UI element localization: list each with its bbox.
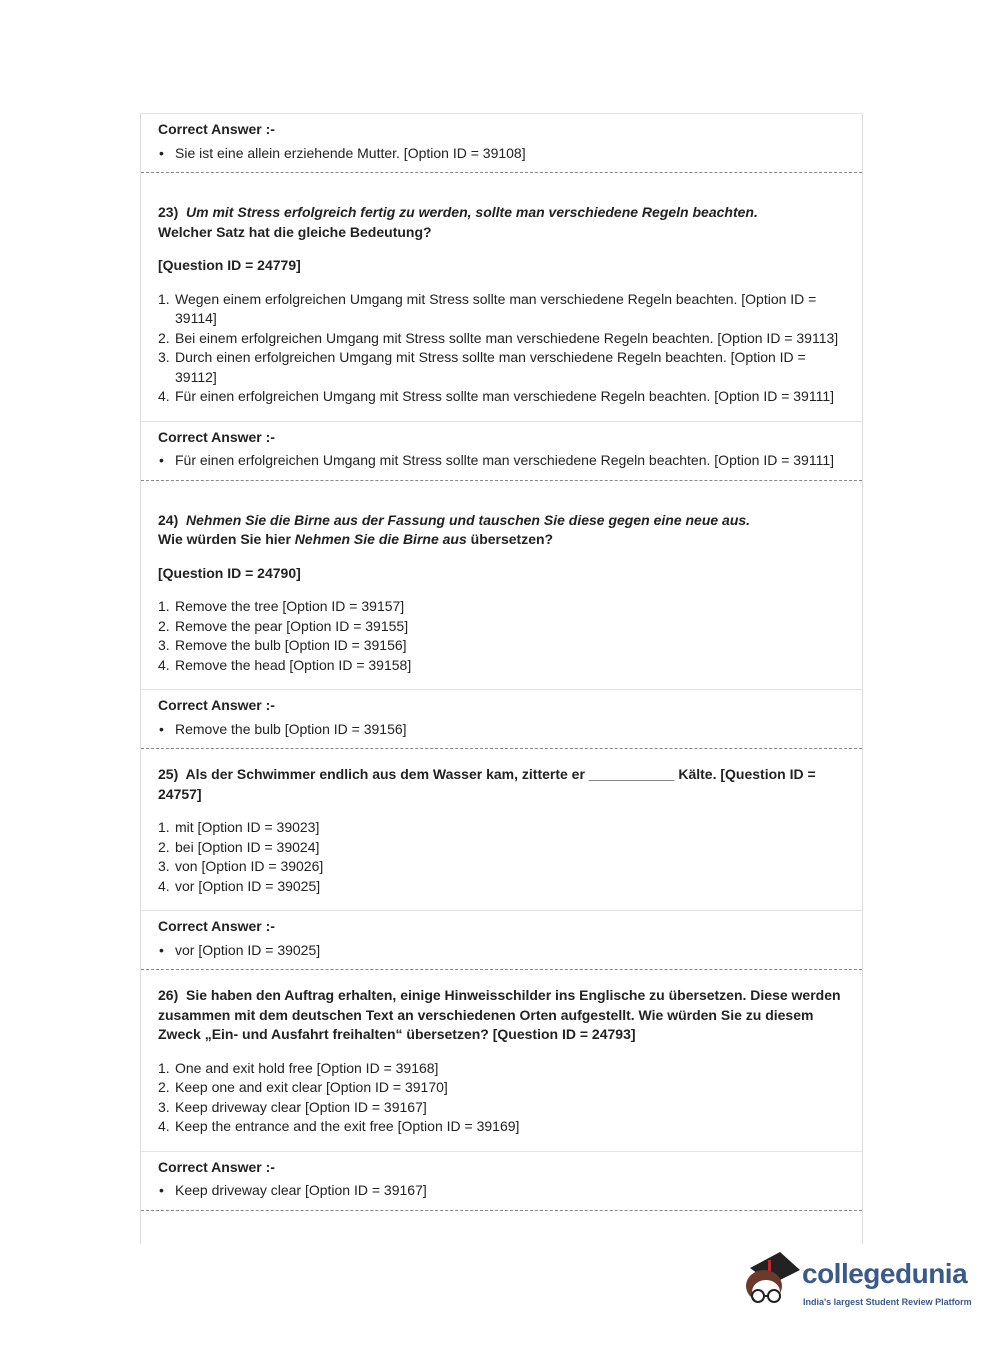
- question-24: [141, 480, 862, 690]
- correct-answer-label: Correct Answer :-: [158, 428, 275, 445]
- options-list: [158, 290, 845, 407]
- correct-answer-label: Correct Answer :-: [158, 918, 275, 934]
- divider: [141, 1210, 862, 1211]
- option: 1. mit [Option ID = 39023]: [158, 819, 320, 835]
- logo-name: collegedunia: [802, 1258, 968, 1289]
- option: 3. Remove the bulb [Option ID = 39156]: [158, 637, 407, 653]
- option: 3. Durch einen erfolgreichen Umgang mit Stress sollte man verschiedene Regeln beachten. [Option ID = 39112]: [158, 349, 806, 385]
- option: 3. Keep driveway clear [Option ID = 39167]: [158, 1098, 427, 1115]
- logo-tagline: India's largest Student Review Platform: [803, 1297, 972, 1307]
- question-paper: [140, 113, 863, 1244]
- correct-answer: • Für einen erfolgreichen Umgang mit Stress sollte man verschiedene Regeln beachten. [Option ID = 39111]: [158, 451, 845, 471]
- correct-answer-label: Correct Answer :-: [158, 697, 275, 713]
- question-text: 25) Als der Schwimmer endlich aus dem Wasser kam, zitterte er ___________ Kälte. [Question ID = 24757]: [158, 766, 816, 802]
- correct-answer: • Remove the bulb [Option ID = 39156]: [158, 720, 845, 740]
- collegedunia-logo: [742, 1250, 972, 1320]
- option: 2. Remove the pear [Option ID = 39155]: [158, 617, 409, 634]
- options-list: [158, 818, 845, 896]
- question-text: Um mit Stress erfolgreich fertig zu werden, sollte man verschiedene Regeln beachten.: [186, 204, 758, 220]
- option: 1. One and exit hold free [Option ID = 39168]: [158, 1059, 439, 1076]
- question-text: 26) Sie haben den Auftrag erhalten, einige Hinweisschilder ins Englische zu übersetzen. Diese werden zusammen mit dem deutschen Text an verschiedenen Orten aufgestellt. Wie würden Sie zu diesem Zweck „Ein- und Ausfahrt freihalten“ übersetzen? [Question ID = 24793]: [158, 987, 841, 1042]
- mascot-icon: [742, 1250, 802, 1316]
- correct-answer: • vor [Option ID = 39025]: [158, 941, 845, 961]
- question-number: 24): [158, 511, 179, 528]
- prev-answer-section: [141, 114, 862, 172]
- option: 4. Keep the entrance and the exit free [Option ID = 39169]: [158, 1118, 520, 1134]
- correct-answer-label: Correct Answer :-: [158, 1158, 275, 1175]
- question-25: [141, 748, 862, 910]
- answer-25: [141, 910, 862, 969]
- option: 1. Remove the tree [Option ID = 39157]: [158, 598, 405, 614]
- question-id: [Question ID = 24779]: [158, 257, 301, 273]
- options-list: [158, 597, 845, 675]
- correct-answer: • Keep driveway clear [Option ID = 39167]: [158, 1181, 845, 1201]
- option: 3. von [Option ID = 39026]: [158, 858, 324, 874]
- question-26: [141, 969, 862, 1151]
- options-list: [158, 1059, 845, 1137]
- question-23: [141, 172, 862, 421]
- correct-answer: • Sie ist eine allein erziehende Mutter. [Option ID = 39108]: [158, 144, 845, 164]
- question-text: Welcher Satz hat die gleiche Bedeutung?: [158, 223, 432, 240]
- option: 4. Für einen erfolgreichen Umgang mit Stress sollte man verschiedene Regeln beachten. [Option ID = 39111]: [158, 388, 835, 404]
- option: 2. Bei einem erfolgreichen Umgang mit Stress sollte man verschiedene Regeln beachten. [Option ID = 39113]: [158, 329, 839, 346]
- option: 1. Wegen einem erfolgreichen Umgang mit Stress sollte man verschiedene Regeln beachten. [Option ID = 39114]: [158, 290, 817, 326]
- answer-23: [141, 421, 862, 480]
- question-id: [Question ID = 24790]: [158, 564, 301, 581]
- correct-answer-label: Correct Answer :-: [158, 121, 275, 137]
- question-number: 23): [158, 204, 179, 220]
- option: 2. Keep one and exit clear [Option ID = 39170]: [158, 1079, 448, 1095]
- question-text: Nehmen Sie die Birne aus der Fassung und tauschen Sie diese gegen eine neue aus.: [186, 511, 751, 528]
- option: 2. bei [Option ID = 39024]: [158, 838, 320, 855]
- option: 4. Remove the head [Option ID = 39158]: [158, 656, 412, 673]
- answer-24: [141, 689, 862, 748]
- question-text: Wie würden Sie hier Nehmen Sie die Birne aus übersetzen?: [158, 531, 554, 547]
- answer-26: [141, 1151, 862, 1210]
- option: 4. vor [Option ID = 39025]: [158, 877, 321, 894]
